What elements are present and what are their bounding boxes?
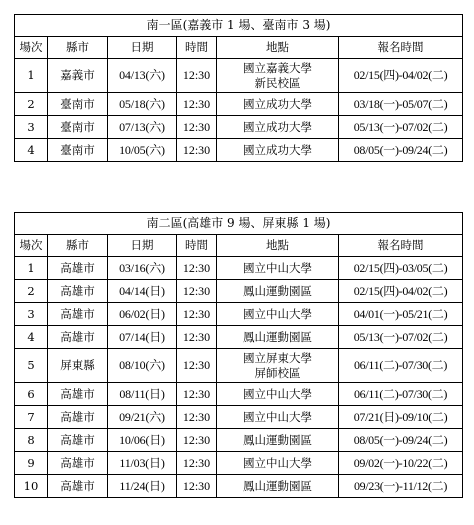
cell-registration: 02/15(四)-03/05(二) (339, 257, 463, 280)
header-time: 時間 (177, 235, 217, 257)
table-row (15, 452, 463, 475)
table-row (15, 349, 463, 383)
table-row (15, 475, 463, 498)
cell-registration: 05/13(一)-07/02(二) (339, 116, 463, 139)
header-registration: 報名時間 (339, 37, 463, 59)
cell-registration: 02/15(四)-04/02(二) (339, 59, 463, 93)
header-date: 日期 (108, 235, 177, 257)
cell-date: 10/06(日) (108, 429, 177, 452)
cell-city: 高雄市 (48, 303, 108, 326)
header-city: 縣市 (48, 235, 108, 257)
table-row (15, 93, 463, 116)
region-title: 南二區(高雄市 9 場、屏東縣 1 場) (15, 213, 463, 235)
cell-venue (217, 93, 339, 116)
venue-line: 鳳山運動園區 (243, 478, 312, 493)
venue-line: 國立中山大學 (243, 409, 312, 424)
table-row (15, 280, 463, 303)
cell-date: 04/14(日) (108, 280, 177, 303)
region-title: 南一區(嘉義市 1 場、臺南市 3 場) (15, 15, 463, 37)
cell-time: 12:30 (177, 383, 217, 406)
cell-venue (217, 116, 339, 139)
venue-line: 國立成功大學 (243, 96, 312, 111)
venue-line: 鳳山運動園區 (243, 329, 312, 344)
cell-session: 2 (15, 93, 48, 116)
cell-registration: 09/02(一)-10/22(二) (339, 452, 463, 475)
cell-city: 臺南市 (48, 93, 108, 116)
cell-city: 高雄市 (48, 280, 108, 303)
cell-venue (217, 406, 339, 429)
cell-date: 05/18(六) (108, 93, 177, 116)
cell-time: 12:30 (177, 116, 217, 139)
cell-session: 4 (15, 139, 48, 162)
header-venue: 地點 (217, 235, 339, 257)
cell-session: 10 (15, 475, 48, 498)
cell-session: 7 (15, 406, 48, 429)
cell-venue (217, 452, 339, 475)
cell-date: 09/21(六) (108, 406, 177, 429)
cell-time: 12:30 (177, 93, 217, 116)
header-time: 時間 (177, 37, 217, 59)
cell-city: 高雄市 (48, 406, 108, 429)
cell-city: 高雄市 (48, 257, 108, 280)
cell-registration: 08/05(一)-09/24(二) (339, 139, 463, 162)
cell-time: 12:30 (177, 257, 217, 280)
cell-time: 12:30 (177, 139, 217, 162)
region-table-body (15, 15, 463, 162)
cell-venue (217, 475, 339, 498)
cell-registration: 02/15(四)-04/02(二) (339, 280, 463, 303)
venue-line: 國立中山大學 (243, 386, 312, 401)
venue-line: 國立中山大學 (243, 260, 312, 275)
cell-city: 臺南市 (48, 139, 108, 162)
header-row (15, 235, 463, 257)
table-row (15, 406, 463, 429)
header-session: 場次 (15, 235, 48, 257)
cell-time: 12:30 (177, 475, 217, 498)
venue-line: 國立中山大學 (243, 455, 312, 470)
table-row (15, 59, 463, 93)
cell-city: 高雄市 (48, 326, 108, 349)
cell-city: 臺南市 (48, 116, 108, 139)
cell-venue (217, 257, 339, 280)
cell-venue (217, 59, 339, 93)
cell-session: 9 (15, 452, 48, 475)
cell-venue (217, 280, 339, 303)
cell-date: 08/10(六) (108, 349, 177, 383)
venue-line: 鳳山運動園區 (243, 283, 312, 298)
table-row (15, 116, 463, 139)
cell-session: 1 (15, 59, 48, 93)
cell-time: 12:30 (177, 452, 217, 475)
venue-line: 國立屏東大學 (243, 350, 312, 365)
region-table-south-1 (14, 14, 463, 162)
cell-registration: 05/13(一)-07/02(二) (339, 326, 463, 349)
cell-venue (217, 429, 339, 452)
cell-registration: 04/01(一)-05/21(二) (339, 303, 463, 326)
cell-registration: 06/11(二)-07/30(二) (339, 349, 463, 383)
cell-time: 12:30 (177, 429, 217, 452)
header-date: 日期 (108, 37, 177, 59)
header-venue: 地點 (217, 37, 339, 59)
header-city: 縣市 (48, 37, 108, 59)
cell-city: 高雄市 (48, 383, 108, 406)
cell-date: 11/24(日) (108, 475, 177, 498)
venue-line: 屏師校區 (254, 365, 301, 380)
cell-city: 嘉義市 (48, 59, 108, 93)
cell-date: 07/13(六) (108, 116, 177, 139)
cell-city: 高雄市 (48, 452, 108, 475)
cell-session: 3 (15, 116, 48, 139)
cell-session: 5 (15, 349, 48, 383)
cell-time: 12:30 (177, 303, 217, 326)
cell-session: 4 (15, 326, 48, 349)
table-row (15, 326, 463, 349)
cell-city: 高雄市 (48, 475, 108, 498)
cell-date: 08/11(日) (108, 383, 177, 406)
cell-time: 12:30 (177, 349, 217, 383)
cell-registration: 03/18(一)-05/07(二) (339, 93, 463, 116)
cell-session: 6 (15, 383, 48, 406)
table-row (15, 257, 463, 280)
cell-venue (217, 326, 339, 349)
table-row (15, 429, 463, 452)
cell-registration: 06/11(二)-07/30(二) (339, 383, 463, 406)
cell-venue (217, 383, 339, 406)
table-row (15, 383, 463, 406)
venue-line: 國立成功大學 (243, 119, 312, 134)
table-row (15, 303, 463, 326)
cell-registration: 08/05(一)-09/24(二) (339, 429, 463, 452)
cell-time: 12:30 (177, 59, 217, 93)
cell-session: 8 (15, 429, 48, 452)
venue-line: 國立中山大學 (243, 306, 312, 321)
cell-date: 03/16(六) (108, 257, 177, 280)
cell-venue (217, 349, 339, 383)
venue-line: 國立成功大學 (243, 142, 312, 157)
cell-venue (217, 303, 339, 326)
cell-date: 06/02(日) (108, 303, 177, 326)
cell-date: 04/13(六) (108, 59, 177, 93)
cell-date: 07/14(日) (108, 326, 177, 349)
region-title-row (15, 15, 463, 37)
cell-registration: 09/23(一)-11/12(二) (339, 475, 463, 498)
table-row (15, 139, 463, 162)
header-session: 場次 (15, 37, 48, 59)
cell-time: 12:30 (177, 326, 217, 349)
region-table-body (15, 213, 463, 498)
header-registration: 報名時間 (339, 235, 463, 257)
region-table-south-2 (14, 212, 463, 498)
header-row (15, 37, 463, 59)
cell-date: 11/03(日) (108, 452, 177, 475)
cell-registration: 07/21(日)-09/10(二) (339, 406, 463, 429)
venue-line: 國立嘉義大學 (243, 60, 312, 75)
venue-line: 鳳山運動園區 (243, 432, 312, 447)
cell-session: 2 (15, 280, 48, 303)
cell-city: 屏東縣 (48, 349, 108, 383)
region-title-row (15, 213, 463, 235)
venue-line: 新民校區 (254, 75, 301, 90)
cell-date: 10/05(六) (108, 139, 177, 162)
cell-session: 1 (15, 257, 48, 280)
cell-venue (217, 139, 339, 162)
cell-time: 12:30 (177, 406, 217, 429)
cell-time: 12:30 (177, 280, 217, 303)
cell-session: 3 (15, 303, 48, 326)
cell-city: 高雄市 (48, 429, 108, 452)
